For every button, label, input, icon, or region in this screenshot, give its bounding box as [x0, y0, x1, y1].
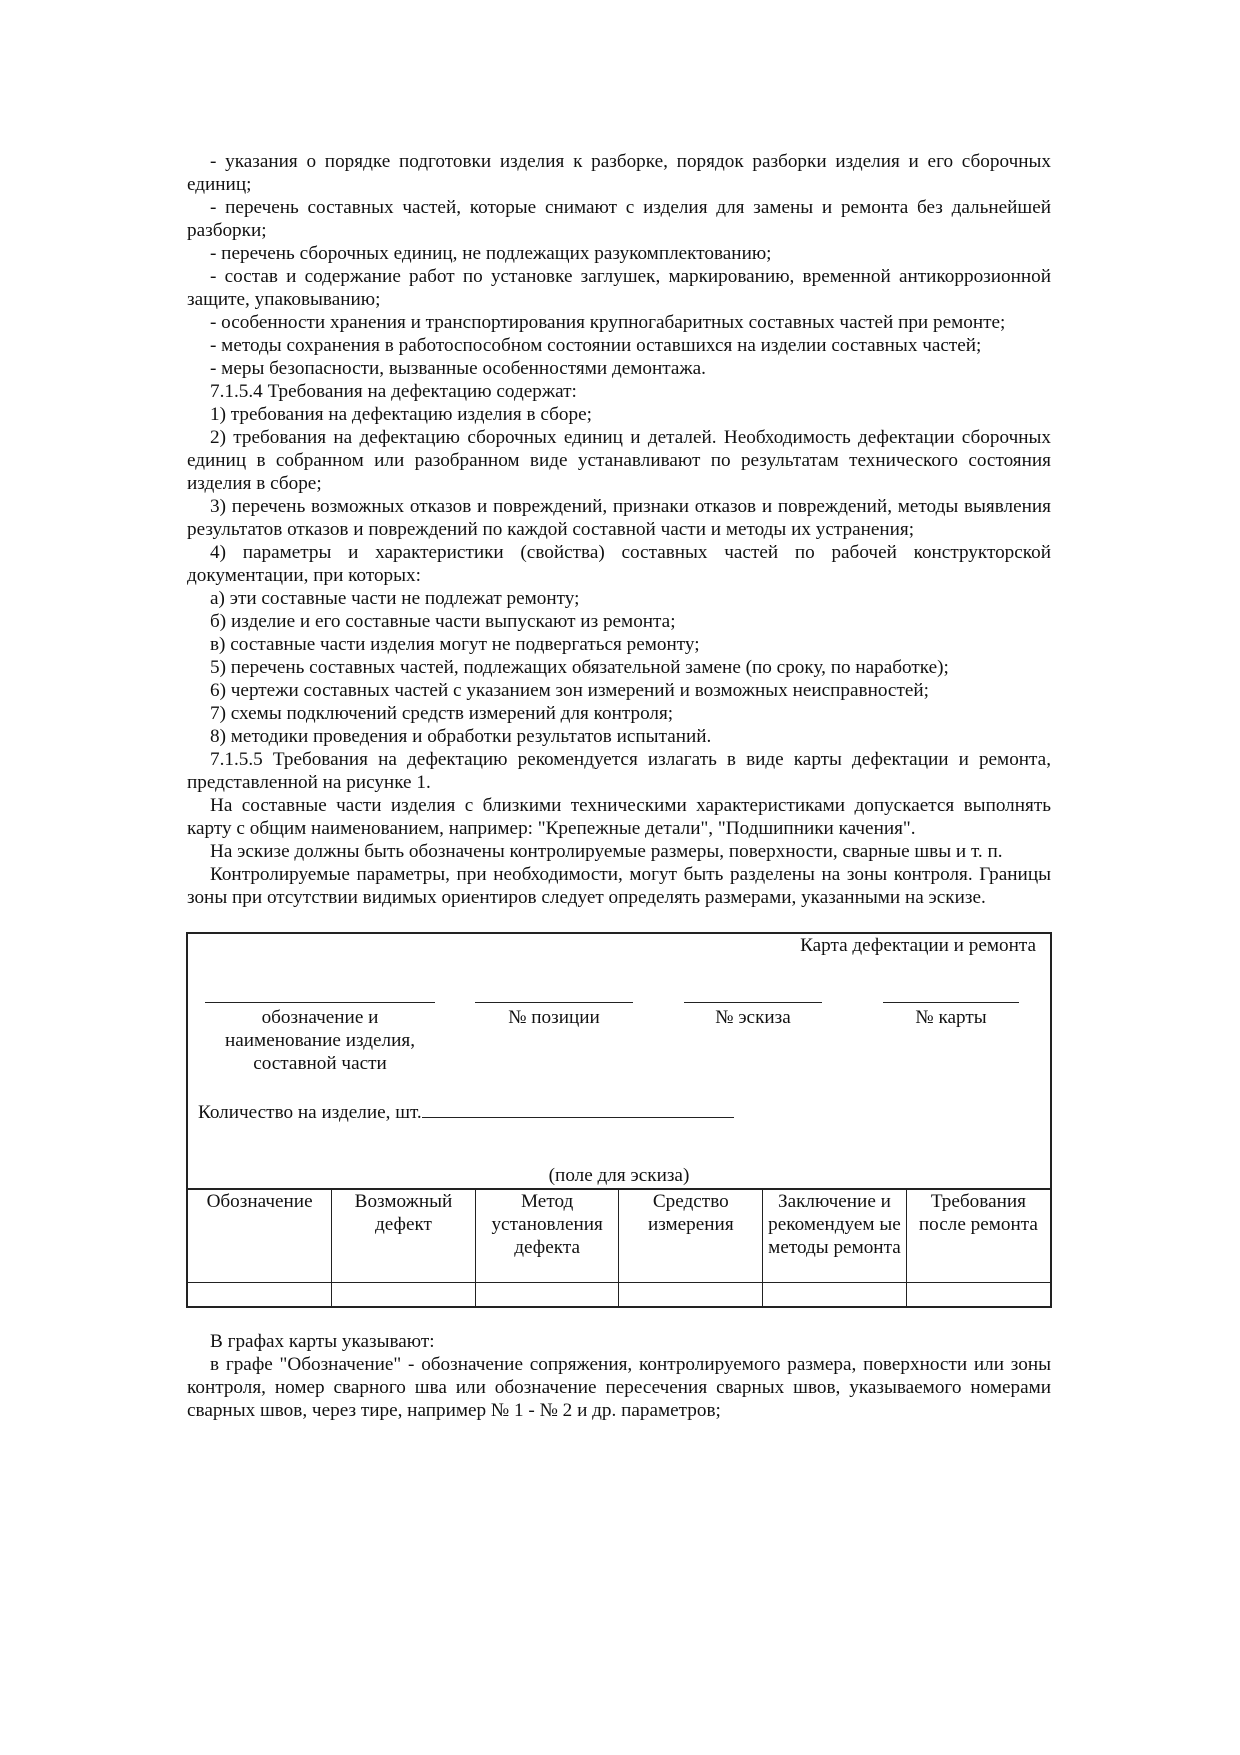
- table-cell: [763, 1283, 907, 1307]
- field-label: № позиции: [508, 1007, 600, 1028]
- table-row: [188, 1283, 1050, 1307]
- document-page: [187, 150, 1051, 1422]
- field-label: № карты: [915, 1007, 987, 1028]
- table-cell: [475, 1283, 619, 1307]
- table-cell: [619, 1283, 763, 1307]
- blank-line: [205, 1002, 435, 1003]
- field-label: № эскиза: [715, 1007, 791, 1028]
- list-item: 7) схемы подключений средств измерений для контроля;: [210, 703, 674, 724]
- paragraph: - перечень составных частей, которые снимают с изделия для замены и ремонта без дальнейшей разборки;: [187, 197, 1051, 241]
- quantity-label: Количество на изделие, шт.: [198, 1102, 422, 1123]
- paragraph: На эскизе должны быть обозначены контролируемые размеры, поверхности, сварные швы и т. п.: [210, 841, 1003, 862]
- paragraph: - меры безопасности, вызванные особенностями демонтажа.: [210, 358, 706, 379]
- field-label: обозначение и наименование изделия, составной части: [225, 1007, 415, 1074]
- blank-line: [475, 1002, 633, 1003]
- list-item: 6) чертежи составных частей с указанием зон измерений и возможных неисправностей;: [210, 680, 929, 701]
- post-figure-text: [187, 1330, 1051, 1422]
- list-item: в) составные части изделия могут не подвергаться ремонту;: [210, 634, 700, 655]
- paragraph: В графах карты указывают:: [210, 1331, 435, 1352]
- field-card-number: [882, 1002, 1020, 1029]
- defect-table: [188, 1188, 1050, 1306]
- paragraph: - методы сохранения в работоспособном состоянии оставшихся на изделии составных частей;: [210, 335, 982, 356]
- card-header-area: [188, 934, 1050, 1188]
- column-header: Требования после ремонта: [906, 1189, 1050, 1283]
- list-item: 3) перечень возможных отказов и повреждений, признаки отказов и повреждений, методы выявления результатов отказов и повреждений по каждой составной части и методы их устранения;: [187, 496, 1051, 540]
- paragraph: - перечень сборочных единиц, не подлежащих разукомплектованию;: [210, 243, 772, 264]
- section-heading-7-1-5-4: 7.1.5.4 Требования на дефектацию содержат:: [210, 381, 577, 402]
- list-item: 2) требования на дефектацию сборочных единиц и деталей. Необходимость дефектации сборочных единиц в собранном или разобранном виде устанавливают по результатам технического состояния изделия в сборе;: [187, 427, 1051, 494]
- list-item: а) эти составные части не подлежат ремонту;: [210, 588, 580, 609]
- paragraph: - указания о порядке подготовки изделия к разборке, порядок разборки изделия и его сборочных единиц;: [187, 151, 1051, 195]
- table-cell: [332, 1283, 476, 1307]
- column-header: Средство измерения: [619, 1189, 763, 1283]
- table-header-row: [188, 1189, 1050, 1283]
- section-heading-7-1-5-5: 7.1.5.5 Требования на дефектацию рекомендуется излагать в виде карты дефектации и ремонта, представленной на рисунке 1.: [187, 749, 1051, 793]
- column-header: Метод установления дефекта: [475, 1189, 619, 1283]
- list-item: 8) методики проведения и обработки результатов испытаний.: [210, 726, 712, 747]
- paragraph: в графе "Обозначение" - обозначение сопряжения, контролируемого размера, поверхности или зоны контроля, номер сварного шва или обозначение пересечения сварных швов, указываемого номерами сварных швов, через тире, например № 1 - № 2 и др. параметров;: [187, 1354, 1051, 1421]
- field-sketch-number: [683, 1002, 823, 1029]
- quantity-blank-line: [422, 1099, 734, 1118]
- paragraph: - состав и содержание работ по установке заглушек, маркированию, временной антикоррозионной защите, упаковыванию;: [187, 266, 1051, 310]
- field-designation: [202, 1002, 438, 1075]
- column-header: Заключение и рекомендуем ые методы ремонта: [763, 1189, 907, 1283]
- paragraph: Контролируемые параметры, при необходимости, могут быть разделены на зоны контроля. Границы зоны при отсутствии видимых ориентиров следует определять размерами, указанными на эскизе.: [187, 864, 1051, 908]
- blank-line: [883, 1002, 1019, 1003]
- list-item: 5) перечень составных частей, подлежащих обязательной замене (по сроку, по наработке);: [210, 657, 949, 678]
- field-position-number: [474, 1002, 634, 1029]
- list-item: 1) требования на дефектацию изделия в сборе;: [210, 404, 592, 425]
- column-header: Возможный дефект: [332, 1189, 476, 1283]
- column-header: Обозначение: [188, 1189, 332, 1283]
- defect-repair-card-figure: [186, 932, 1052, 1308]
- table-cell: [906, 1283, 1050, 1307]
- blank-line: [684, 1002, 822, 1003]
- list-item: б) изделие и его составные части выпускают из ремонта;: [210, 611, 676, 632]
- quantity-field: [198, 1099, 734, 1124]
- card-title: Карта дефектации и ремонта: [800, 935, 1036, 956]
- paragraph: На составные части изделия с близкими техническими характеристиками допускается выполнять карту с общим наименованием, например: "Крепежные детали", "Подшипники качения".: [187, 795, 1051, 839]
- table-cell: [188, 1283, 332, 1307]
- sketch-area-label: (поле для эскиза): [548, 1165, 690, 1186]
- list-item: 4) параметры и характеристики (свойства) составных частей по рабочей конструкторской документации, при которых:: [187, 542, 1051, 586]
- paragraph: - особенности хранения и транспортирования крупногабаритных составных частей при ремонте;: [210, 312, 1006, 333]
